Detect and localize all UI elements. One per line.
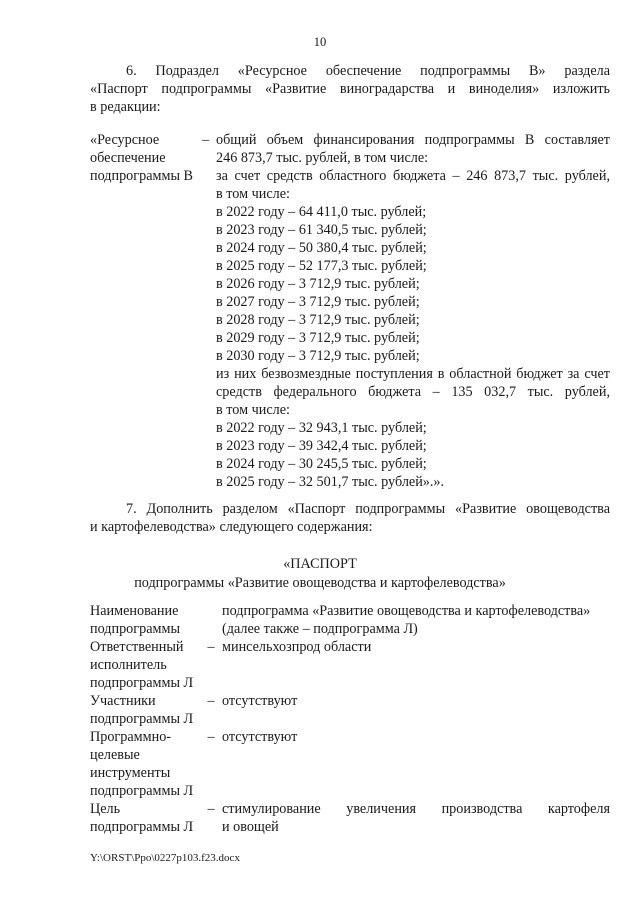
value-line: отсутствуют	[222, 693, 298, 709]
resources-label-line: обеспечение	[90, 150, 166, 166]
item-6-paragraph	[90, 62, 610, 116]
value-line: стимулирование увеличения производства картофеля	[222, 801, 610, 817]
label-line: Ответственный	[90, 639, 184, 655]
resources-line: в 2022 году – 64 411,0 тыс. рублей;	[216, 204, 427, 220]
resources-line: в том числе:	[216, 186, 290, 202]
item-6-line: 6. Подраздел «Ресурсное обеспечение подпрограммы В» раздела	[126, 63, 610, 79]
passport-table	[90, 602, 610, 836]
passport-row-dash: –	[207, 801, 215, 817]
label-line: подпрограммы Л	[90, 711, 194, 727]
passport-row-value	[222, 602, 610, 638]
passport-row-value	[222, 638, 610, 656]
label-line: Участники	[90, 693, 156, 709]
passport-row-value	[222, 728, 610, 746]
passport-row-label	[90, 638, 206, 692]
resources-line: в 2029 году – 3 712,9 тыс. рублей;	[216, 330, 420, 346]
passport-row-dash: –	[207, 693, 215, 709]
resources-line: в 2023 году – 39 342,4 тыс. рублей;	[216, 438, 427, 454]
resources-dash: –	[202, 132, 210, 148]
resources-line: за счет средств областного бюджета – 246 873,7 тыс. рублей,	[216, 168, 610, 184]
label-line: подпрограммы Л	[90, 675, 194, 691]
passport-row-label	[90, 800, 206, 836]
resources-line: в 2022 году – 32 943,1 тыс. рублей;	[216, 420, 427, 436]
value-line: отсутствуют	[222, 729, 298, 745]
label-line: Цель	[90, 801, 121, 817]
passport-row-value	[222, 800, 610, 836]
item-7-paragraph	[90, 500, 610, 536]
resources-line: в 2024 году – 30 245,5 тыс. рублей;	[216, 456, 427, 472]
item-6-line: в редакции:	[90, 99, 161, 115]
passport-row-label	[90, 692, 206, 728]
label-line: подпрограммы Л	[90, 819, 194, 835]
item-6-line: «Паспорт подпрограммы «Развитие виноградарства и виноделия» изложить	[90, 81, 610, 97]
file-path-footer: Y:\ORST\Ppo\0227p103.f23.docx	[90, 852, 240, 864]
resources-line: в 2030 году – 3 712,9 тыс. рублей;	[216, 348, 420, 364]
passport-row-label	[90, 602, 206, 638]
passport-row-goal	[90, 800, 610, 836]
passport-subtitle: подпрограммы «Развитие овощеводства и картофелеводства»	[134, 575, 506, 591]
passport-row-instruments	[90, 728, 610, 800]
resources-line: в том числе:	[216, 402, 290, 418]
label-line: Программно-	[90, 729, 172, 745]
resources-line: в 2025 году – 32 501,7 тыс. рублей».».	[216, 474, 445, 490]
item-7-line: 7. Дополнить разделом «Паспорт подпрограммы «Развитие овощеводства	[126, 501, 610, 517]
label-line: подпрограммы Л	[90, 783, 194, 799]
label-line: исполнитель	[90, 657, 167, 673]
resources-line: в 2026 году – 3 712,9 тыс. рублей;	[216, 276, 420, 292]
label-line: подпрограммы	[90, 621, 180, 637]
value-line: подпрограмма «Развитие овощеводства и картофелеводства»	[222, 603, 591, 619]
resources-label-line: «Ресурсное	[90, 132, 160, 148]
resources-label-line: подпрограммы В	[90, 168, 193, 184]
passport-title: «ПАСПОРТ	[283, 556, 357, 572]
resources-line: из них безвозмездные поступления в областной бюджет за счет	[216, 366, 610, 382]
resources-line: в 2024 году – 50 380,4 тыс. рублей;	[216, 240, 427, 256]
resources-line: в 2023 году – 61 340,5 тыс. рублей;	[216, 222, 427, 238]
resources-line: в 2027 году – 3 712,9 тыс. рублей;	[216, 294, 420, 310]
passport-row-value	[222, 692, 610, 710]
passport-row-executor	[90, 638, 610, 692]
resources-line: 246 873,7 тыс. рублей, в том числе:	[216, 150, 429, 166]
passport-row-label	[90, 728, 206, 800]
label-line: Наименование	[90, 603, 179, 619]
item-7-line: и картофелеводства» следующего содержания:	[90, 519, 373, 535]
value-line: (далее также – подпрограмма Л)	[222, 621, 418, 637]
resources-line: средств федерального бюджета – 135 032,7 тыс. рублей,	[216, 384, 610, 400]
label-line: целевые	[90, 747, 140, 763]
passport-row-dash: –	[207, 639, 215, 655]
value-line: и овощей	[222, 819, 279, 835]
passport-row-dash: –	[207, 729, 215, 745]
page-number: 10	[313, 35, 327, 49]
passport-row-name	[90, 602, 610, 638]
resources-label	[90, 131, 210, 185]
resources-line: в 2025 году – 52 177,3 тыс. рублей;	[216, 258, 427, 274]
resources-line: общий объем финансирования подпрограммы В составляет	[216, 132, 610, 148]
passport-row-participants	[90, 692, 610, 728]
value-line: минсельхозпрод области	[222, 639, 372, 655]
label-line: инструменты	[90, 765, 171, 781]
resources-line: в 2028 году – 3 712,9 тыс. рублей;	[216, 312, 420, 328]
resources-value	[216, 131, 610, 491]
